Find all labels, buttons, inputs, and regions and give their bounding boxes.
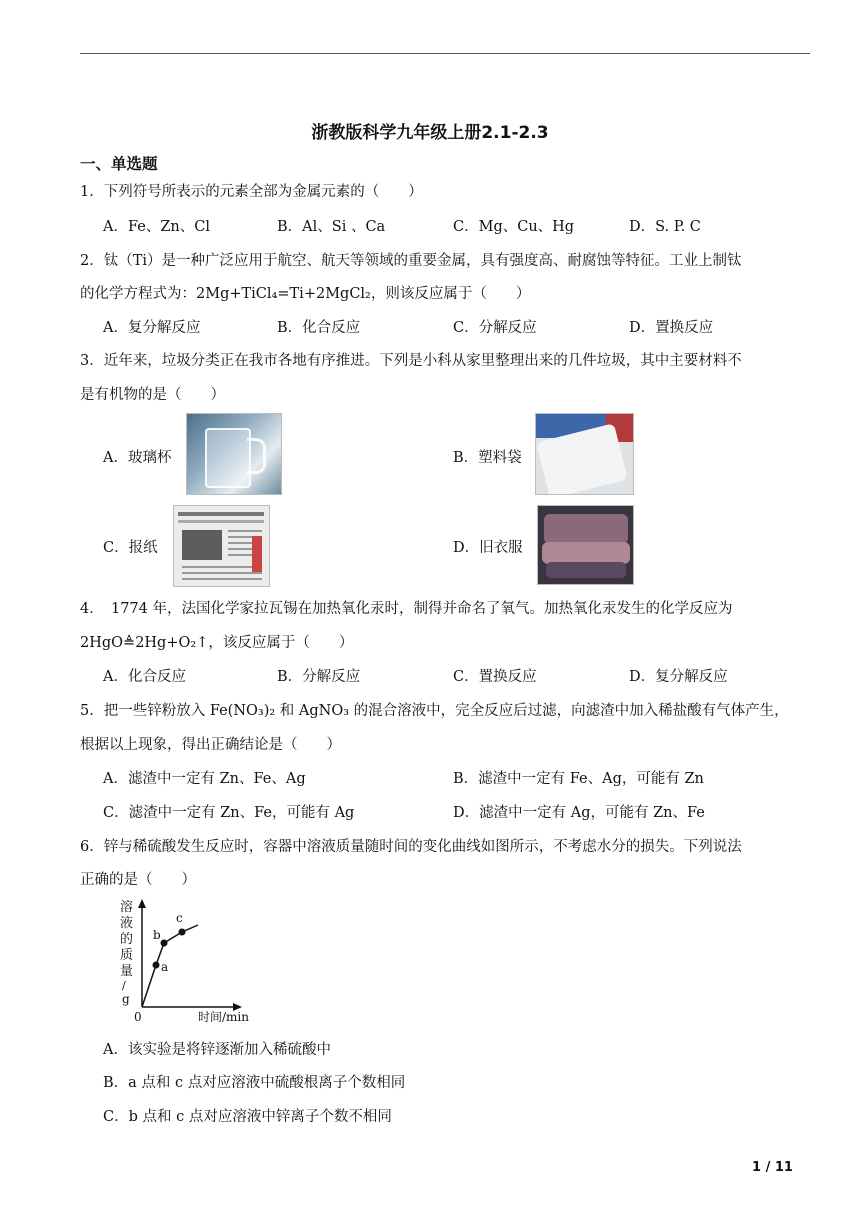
q1-stem: 1．下列符号所表示的元素全部为金属元素的（ ） (80, 184, 423, 200)
page-number: 1 / 11 (752, 1160, 793, 1175)
document-title: 浙教版科学九年级上册2.1-2.3 (311, 123, 549, 143)
q1-option-b: B．Al、Si 、Ca (277, 219, 386, 235)
q3-option-b: B．塑料袋 (453, 450, 522, 466)
q1-option-a: A．Fe、Zn、Cl (103, 219, 210, 235)
q6-option-b: B．a 点和 c 点对应溶液中硫酸根离子个数相同 (103, 1075, 406, 1091)
q5-stem-line2: 根据以上现象，得出正确结论是（ ） (80, 737, 341, 753)
old-clothes-image (537, 505, 634, 585)
q5-option-a: A．滤渣中一定有 Zn、Fe、Ag (103, 771, 306, 787)
q1-option-c: C．Mg、Cu、Hg (453, 219, 575, 235)
graph-ylabel-char: g (122, 992, 130, 1006)
q6-option-c: C．b 点和 c 点对应溶液中锌离子个数不相同 (103, 1109, 392, 1125)
q4-option-c: C．置换反应 (453, 669, 537, 685)
graph-ylabel-char: 质 (120, 948, 134, 963)
newspaper-image (173, 505, 270, 587)
graph-point-a (153, 962, 160, 969)
graph-point-b (161, 940, 168, 947)
graph-ylabel-char: 液 (120, 916, 134, 931)
q6-stem-line2: 正确的是（ ） (80, 872, 196, 888)
graph-point-label: b (153, 928, 161, 942)
q1-option-d: D．S. P. C (629, 219, 701, 235)
q5-option-d: D．滤渣中一定有 Ag，可能有 Zn、Fe (453, 805, 705, 821)
q5-option-c: C．滤渣中一定有 Zn、Fe，可能有 Ag (103, 805, 355, 821)
q6-option-a: A．该实验是将锌逐渐加入稀硫酸中 (103, 1042, 331, 1058)
graph-curve (142, 925, 198, 1007)
graph-xlabel: 时间/min (198, 1010, 249, 1024)
graph-ylabel-char: / (122, 979, 126, 992)
glass-cup-image (186, 413, 282, 495)
graph-point-label: a (161, 960, 169, 974)
q2-option-b: B．化合反应 (277, 320, 361, 336)
header-rule (80, 53, 810, 54)
graph-point-c (179, 929, 186, 936)
q3-stem-line1: 3．近年来，垃圾分类正在我市各地有序推进。下列是小科从家里整理出来的几件垃圾，其中主要材料不 (80, 353, 742, 369)
q2-stem-line2: 的化学方程式为：2Mg+TiCl₄=Ti+2MgCl₂，则该反应属于（ ） (80, 286, 531, 302)
q6-stem-line1: 6．锌与稀硫酸发生反应时，容器中溶液质量随时间的变化曲线如图所示，不考虑水分的损失。下列说法 (80, 839, 742, 855)
section-heading: 一、单选题 (80, 155, 158, 173)
q2-option-a: A．复分解反应 (103, 320, 201, 336)
q3-option-d: D．旧衣服 (453, 540, 523, 556)
q5-option-b: B．滤渣中一定有 Fe、Ag，可能有 Zn (453, 771, 704, 787)
graph-ylabel-char: 溶 (120, 900, 134, 915)
q2-option-c: C．分解反应 (453, 320, 537, 336)
q3-option-c: C．报纸 (103, 540, 158, 556)
graph-ylabel-char: 量 (120, 964, 134, 979)
q2-option-d: D．置换反应 (629, 320, 714, 336)
y-axis-arrow-icon (138, 899, 146, 908)
q4-option-a: A．化合反应 (103, 669, 186, 685)
q3-option-a: A．玻璃杯 (103, 450, 172, 466)
q5-stem-line1: 5．把一些锌粉放入 Fe(NO₃)₂ 和 AgNO₃ 的混合溶液中，完全反应后过滤，向滤渣中加入稀盐酸有气体产生， (80, 703, 789, 719)
graph-origin-label: 0 (134, 1010, 142, 1024)
q4-stem-line2: 2HgO≜2Hg+O₂↑，该反应属于（ ） (80, 635, 354, 651)
q4-stem-line1: 4． 1774 年，法国化学家拉瓦锡在加热氧化汞时，制得并命名了氧气。加热氧化汞发生的化学反应为 (80, 601, 733, 617)
q4-option-d: D．复分解反应 (629, 669, 728, 685)
graph-ylabel-char: 的 (120, 932, 134, 947)
q3-stem-line2: 是有机物的是（ ） (80, 387, 225, 403)
q4-option-b: B．分解反应 (277, 669, 361, 685)
q6-mass-time-graph (108, 895, 278, 1030)
graph-point-label: c (176, 911, 183, 925)
plastic-bag-image (535, 413, 634, 495)
q2-stem-line1: 2．钛（Ti）是一种广泛应用于航空、航天等领域的重要金属，具有强度高、耐腐蚀等特征。工业上制钛 (80, 253, 742, 269)
